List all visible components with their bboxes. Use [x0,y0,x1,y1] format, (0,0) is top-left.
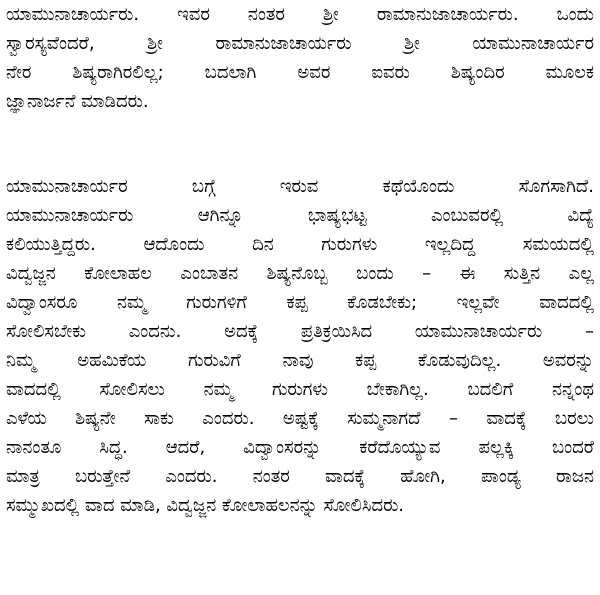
text-line: ಯಾಮುನಾಚಾರ್ಯರು ಆಗಿನ್ನೂ ಭಾಷ್ಯಭಟ್ಟ ಎಂಬುವರಲ್ಲಿ ವಿದ್ಯೆ [6,205,594,226]
text-line: ಯಾಮುನಾಚಾರ್ಯರ ಬಗ್ಗೆ ಇರುವ ಕಥೆಯೊಂದು ಸೊಗಸಾಗಿದೆ. [6,176,594,197]
text-line: ಕಲಿಯುತ್ತಿದ್ದರು. ಆದೊಂದು ದಿನ ಗುರುಗಳು ಇಲ್ಲದಿದ್ದ ಸಮಯದಲ್ಲಿ [6,234,594,255]
text-line: ಸ್ವಾರಸ್ಯವೆಂದರೆ, ಶ್ರೀ ರಾಮಾನುಜಾಚಾರ್ಯರು ಶ್ರೀ ಯಾಮುನಾಚಾರ್ಯರ [6,33,594,54]
text-line: ನೇರ ಶಿಷ್ಯರಾಗಿರಲಿಲ್ಲ; ಬದಲಾಗಿ ಅವರ ಐವರು ಶಿಷ್ಯಂದಿರ ಮೂಲಕ [6,62,594,83]
text-line: ಜ್ಞಾನಾರ್ಜನೆ ಮಾಡಿದರು. [6,91,149,112]
text-line: ನಾನಂತೂ ಸಿದ್ಧ. ಆದರೆ, ವಿದ್ವಾಂಸರನ್ನು ಕರೆದೊಯ್ಯುವ ಪಲ್ಲಕ್ಕಿ ಬಂದರೆ [6,437,594,458]
text-line: ನಿಮ್ಮ ಅಹಮಿಕೆಯ ಗುರುವಿಗೆ ನಾವು ಕಪ್ಪ ಕೊಡುವುದಿಲ್ಲ. ಅವರನ್ನು [6,350,594,371]
text-line: ವಾದದಲ್ಲಿ ಸೋಲಿಸಲು ನಮ್ಮ ಗುರುಗಳು ಬೇಕಾಗಿಲ್ಲ. ಬದಲಿಗೆ ನನ್ನಂಥ [6,379,594,400]
text-line: ಯಾಮುನಾಚಾರ್ಯರು. ಇವರ ನಂತರ ಶ್ರೀ ರಾಮಾನುಜಾಚಾರ್ಯರು. ಒಂದು [6,4,594,25]
text-line: ಎಳೆಯ ಶಿಷ್ಯನೇ ಸಾಕು ಎಂದರು. ಅಷ್ಟಕ್ಕೆ ಸುಮ್ಮನಾಗದೆ – ವಾದಕ್ಕೆ ಬರಲು [6,408,594,429]
text-line: ಮಾತ್ರ ಬರುತ್ತೇನೆ ಎಂದರು. ನಂತರ ವಾದಕ್ಕೆ ಹೋಗಿ, ಪಾಂಡ್ಯ ರಾಜನ [6,466,594,487]
text-line: ವಿದ್ವಾಂಸರೂ ನಮ್ಮ ಗುರುಗಳಿಗೆ ಕಪ್ಪ ಕೊಡಬೇಕು; ಇಲ್ಲವೇ ವಾದದಲ್ಲಿ [6,292,594,313]
text-line: ಸೋಲಿಸಬೇಕು ಎಂದನು. ಅದಕ್ಕೆ ಪ್ರತಿಕ್ರಯಿಸಿದ ಯಾಮುನಾಚಾರ್ಯರು – [6,321,594,342]
text-line: ಸಮ್ಮುಖದಲ್ಲಿ ವಾದ ಮಾಡಿ, ವಿದ್ವಜ್ಜನ ಕೋಲಾಹಲನನ್ನು ಸೋಲಿಸಿದರು. [6,495,405,516]
text-line: ವಿದ್ವಜ್ಜನ ಕೋಲಾಹಲ ಎಂಬಾತನ ಶಿಷ್ಯನೊಬ್ಬ ಬಂದು – ಈ ಸುತ್ತಿನ ಎಲ್ಲ [6,263,594,284]
